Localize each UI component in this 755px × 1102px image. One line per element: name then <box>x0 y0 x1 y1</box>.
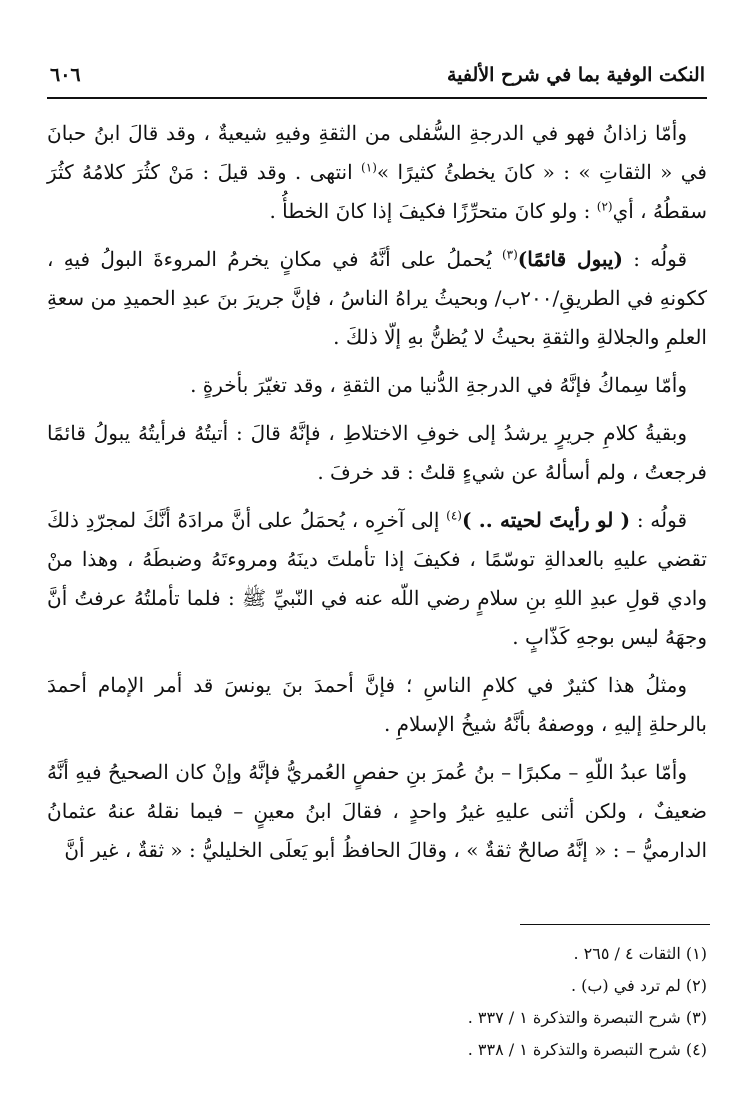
text-run: وأمّا سِماكُ فإنَّهُ في الدرجةِ الدُّنيا من الثقةِ ، وقد تغيّرَ بأخرةٍ . <box>190 373 687 397</box>
quoted-lemma: ( لو رأيتَ لحيته .. ) <box>461 508 631 532</box>
text-run: يُحملُ على أنَّهُ في مكانٍ يخرمُ المروءةَ البولُ فيهِ ، ككونهِ في الطريقِ/٢٠٠ب/ وبحيثُ يراهُ الناسُ ، فإنَّ جريرَ بنَ عبدِ الحميدِ من سعةِ العلمِ والجلالةِ والثقةِ بحيثُ لا يُظنُّ بهِ إلّا ذلكَ . <box>47 247 707 349</box>
text-run: وأمّا عبدُ اللّهِ – مكبرًا – بنُ عُمرَ بنِ حفصٍ العُمريُّ فإنَّهُ وإنْ كان الصحيحُ فيهِ أنَّهُ ضعيفٌ ، ولكن أثنى عليهِ غيرُ واحدٍ ، فقالَ ابنُ معينٍ – فيما نقلهُ عنهُ عثمانُ الدارميُّ – : « إنَّهُ صالحٌ ثقةٌ » ، وقالَ الحافظُ أبو يَعلَى الخليليُّ : « ثقةٌ ، غير أنَّ <box>47 760 707 862</box>
running-title: النكت الوفية بما في شرح الألفية <box>447 64 705 86</box>
text-run: : ولو كانَ متحرِّزًا فكيفَ إذا كانَ الخطأُ . <box>269 199 597 223</box>
main-text <box>47 114 707 879</box>
footnote-ref: (٣) <box>501 247 518 262</box>
footnotes <box>47 938 707 1066</box>
footnote-ref: (١) <box>361 160 377 175</box>
text-run: ومثلُ هذا كثيرٌ في كلامِ الناسِ ؛ فإنَّ أحمدَ بنَ يونسَ قد أمر الإمام أحمدَ بالرحلةِ إليهِ ، ووصفهُ بأنَّهُ شيخُ الإسلامِ . <box>47 673 707 736</box>
paragraph <box>47 114 707 231</box>
text-run: انتهى . وقد قيلَ : مَنْ كثُرَ كلامُهُ كثُرَ سقطُهُ ، أي <box>47 160 707 223</box>
paragraph <box>47 501 707 657</box>
text-run: إلى آخرِه ، يُحمَلُ على أنَّ مرادَهُ أنَّكَ لمجرّدِ ذلكَ تقضي عليهِ بالعدالةِ توسّمًا ، فكيفَ إذا تأملتَ دينَهُ ومروءتَهُ وضبطَهُ ، وهذا منْ وادي قولِ عبدِ اللهِ بنِ سلامٍ رضي اللّه عنه في النّبيِّ ﷺ : فلما تأملتُهُ عرفتُ أنَّ وجهَهُ ليس بوجهِ كَذّابٍ . <box>47 508 707 649</box>
quoted-lemma: (يبول قائمًا) <box>517 247 623 271</box>
paragraph <box>47 366 707 405</box>
footnote-3: (٣) شرح التبصرة والتذكرة ١ / ٣٣٧ . <box>467 1008 707 1027</box>
footnote-1: (١) الثقات ٤ / ٢٦٥ . <box>573 944 707 963</box>
footnote-2: (٢) لم ترد في (ب) . <box>570 976 707 995</box>
paragraph <box>47 414 707 492</box>
text-run: قولُه : <box>630 508 688 532</box>
header-rule <box>47 97 707 99</box>
footnote-ref: (٢) <box>596 199 613 214</box>
footnote-4: (٤) شرح التبصرة والتذكرة ١ / ٣٣٨ . <box>467 1040 707 1059</box>
running-header <box>50 58 705 92</box>
text-run: وبقيةُ كلامِ جريرٍ يرشدُ إلى خوفِ الاختلاطِ ، فإنَّهُ قالَ : أتيتُهُ فرأيتُهُ يبولُ قائمًا فرجعتُ ، ولم أسألهُ عن شيءٍ قلتُ : قد خرفَ . <box>47 421 707 484</box>
paragraph <box>47 666 707 744</box>
paragraph <box>47 753 707 870</box>
page-number: ٦٠٦ <box>50 64 81 86</box>
paragraph <box>47 240 707 357</box>
footnote-ref: (٤) <box>446 508 462 523</box>
text-run: وأمّا زاذانُ فهو في الدرجةِ السُّفلى من الثقةِ وفيهِ شيعيةٌ ، وقد قالَ ابنُ حبانَ في « الثقاتِ » : « كانَ يخطئُ كثيرًا » <box>47 121 707 184</box>
footnote-separator <box>520 924 710 925</box>
text-run: قولُه : <box>622 247 688 271</box>
